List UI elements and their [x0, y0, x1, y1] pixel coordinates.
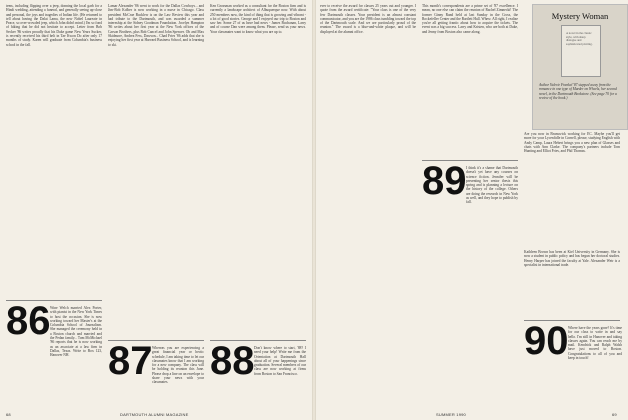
left-col1-lower	[50, 306, 102, 359]
book-cover-text: A novel in the classic style, with sharp dialogue and sophisticated plotting.	[566, 31, 593, 46]
class-year-87: 87	[108, 339, 153, 383]
right-col3b-text: Where have the years gone? It's time for our class to write in and say hello. I'm still in Hanover and taking classes again. You can reach me by mail. Kendrick and Ralph Walsh have just moved to Boston. Congratulations to all of you and keep in touch!	[568, 326, 622, 361]
left-col2-text: Lamar Alexander '86 went to work for the Dallas Cowboys... and Jim-Bob Kolber is now working in a nurse in Chicago. Class president McCrae Bucklew is on the Law Review this year and had tribute to the Dartmouth, and was awarded a summer internship at the Sidney Goodman Foundation. Jocelyn Hampton '86 writes about her first year at the New York offices of the Carson Brothers, plus Bob Cancel and John Spencer. Oh and Max Skidmore, Andrea Fess, Dawson... Chad Fries '86 adds that she is enjoying her first year at Harvard Business School, and is learning to ski.	[108, 4, 204, 47]
right-col3-mid	[524, 132, 620, 154]
left-col1-upper	[6, 4, 102, 48]
right-col1-text: ever to receive the award for classes 25 years out and younger. I quote from the award certificate: "Your class is one of the very few Dartmouth classes. Your president is an almost constant communicator, and you are the 1986 class tumbling toward the top of the Dartmouth scale. And we are particularly proud of the reunion." The award is a blue-and-white plaque, and will be displayed at the alumni office.	[320, 4, 416, 34]
sidebar-caption: Author Valerie Frankel '87 stepped away from the romance in one type of Murder on Wheels, her second novel, in the Dartmouth Bookstore. (See page 70 for a review of the book.)	[539, 83, 617, 101]
left-page-number: 68	[6, 412, 11, 417]
right-footer-title: SUMMER 1990	[436, 412, 466, 417]
right-col3-text: Are you now in Brunswick working for EC. Maybe you'll get more for your Lycenfidle in Cornell, please, studying English with Andy Camp, Laura Hebert brings you a new plan of Glasses and chats with Ann Clarke. The company's partners include Tom Hunting and Elliot Fries, and Phil Thomas.	[524, 132, 620, 154]
right-col4-mid	[524, 250, 620, 268]
left-page	[0, 0, 312, 420]
left-col3-upper	[210, 4, 306, 35]
right-col2-lower	[466, 166, 518, 206]
right-col3-lower	[568, 326, 622, 361]
class-year-88: 88	[210, 339, 255, 383]
class-year-89: 89	[422, 159, 467, 203]
left-col3b-text: Don't know where to start, '88? I need your help! Write me from the Orientation at Dartmouth Hall about all of your happenings since graduation. Several members of our class are now working at firms from Boston to San Francisco.	[254, 346, 306, 376]
left-col1b-text: Wine Welch married Alex Porter, with pianist in the New York Times to host the occasion. She is now working toward her Master's at the Columbia School of Journalism. She managed the ceremony held in a Boston church and married and the Pedan family... Tom McMichael '86 reports that he is now working as an associate at a law firm in Dallas, Texas. Write to Box 123, Hanover NH.	[50, 306, 102, 358]
class-year-86: 86	[6, 299, 51, 343]
right-page	[316, 0, 628, 420]
class-year-90: 90	[524, 319, 569, 363]
right-page-number: 69	[612, 412, 617, 417]
mystery-woman-sidebar	[532, 4, 628, 130]
left-footer-title: DARTMOUTH ALUMNI MAGAZINE	[120, 412, 189, 417]
right-col2b-text: I think it's a shame that Dartmouth doesn't yet have any courses on science fiction. Jennifer will be presenting her senior thesis this spring and is planning a lecture on the history of the college. Others are doing the research in New York as well, and they hope to publish by fall.	[466, 166, 518, 205]
right-col2-upper	[422, 4, 518, 35]
left-col3-lower	[254, 346, 306, 377]
left-col3-text: Ken Grossman worked as a consultant for the Boston firm and is currently a landscape architect of Albuquerque now. With about 250 members now, the kind of thing that is growing and vibrant - a lot of good stories. George and I enjoyed our trip to Boston and saw her. Some 27 of us have had news - James Buchanan, Larry and of course Dan were among them. Please, send us your news. Your classmates want to know what you are up to.	[210, 4, 306, 34]
right-col2-text: This month's correspondents are a prime set of '87 excellence. I mean, no one else can claim the reunion of Rachel Zimnecki! The former Ginny Rand held at last Sunday in the Cross, the Rockefeller Center and the Bartlett Hall. Whew. All right, I realize you're all getting frantic about how to acquire the tickets. The event was a big success. Larry and Kristen, who are both at Duke, and Jenny from Boston also came along.	[422, 4, 518, 34]
sidebar-title: Mystery Woman	[551, 11, 609, 21]
book-cover-image	[561, 25, 601, 77]
right-col4-text: Kathleen Brown has been at Kiel University in Germany. She is now a student in public policy and has begun her doctoral studies. Henry Harper has joined the faculty at Yale. Alexander Weir is a specialist in international trade.	[524, 250, 620, 267]
right-col1-upper	[320, 4, 416, 35]
left-col2b-text: Whereas you are experiencing a great financial year or hectic schedule, I am taking time to let our classmates know that I am working for a new company. The class will be holding its reunion this June. Please drop a line on an envelope to share your news with your classmates.	[152, 346, 204, 385]
left-col1-text: tems, including flipping over a jeep, donning the local garb for a Hindi wedding, attending a funeral, and generally seeing up-close and personal, the joys and tragedies of Indian life. (He returned to tell about having the Dalai Lama, the new Nobel Laureate in Peace, so over-crowded jeep, which John didn't mind.) I'm so fond of hiking that he did not hesitate to accept. Letter from Bob Secker '86 writes proudly that his Duke game New Years Sucker, is recently received his third belt in Tae Kwon Do after only 17 months of study. Karen will graduate from Columbia's business school in the fall.	[6, 4, 102, 47]
left-col2-lower	[152, 346, 204, 386]
left-col2-upper	[108, 4, 204, 48]
